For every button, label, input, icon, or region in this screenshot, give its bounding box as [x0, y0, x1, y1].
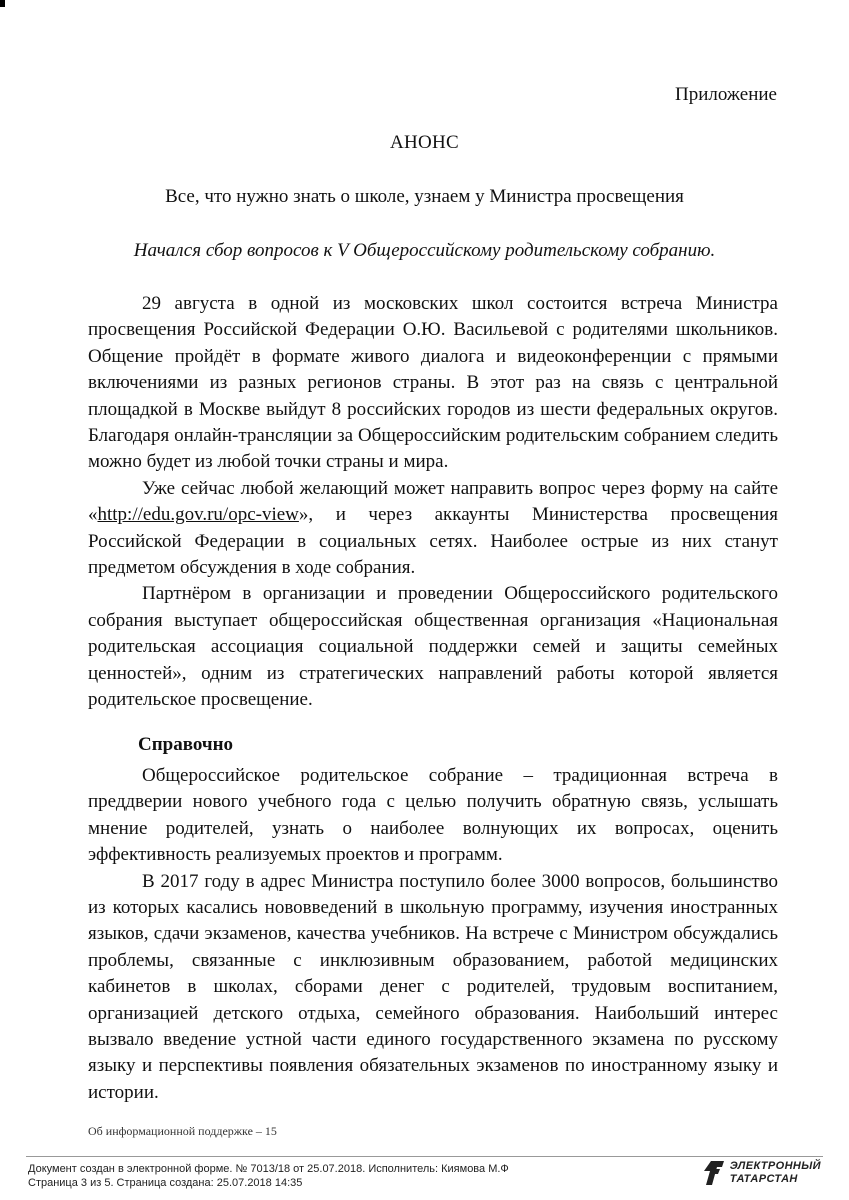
reference-body [88, 763, 778, 1106]
electronic-tatarstan-logo [703, 1160, 821, 1186]
paragraph-questions [88, 476, 778, 582]
logo-line-1: ЭЛЕКТРОННЫЙ [729, 1160, 821, 1172]
paragraph-reference-about: Общероссийское родительское собрание – традиционная встреча в преддверии нового учебного года с целью получить обратную связь, услышать мнение родителей, узнать о наиболее волнующих их вопросах, оценить эффективность реализуемых проектов и программ. [88, 765, 778, 866]
footer-document-info: Документ создан в электронной форме. № 7013/18 от 25.07.2018. Исполнитель: Киямова М.Ф [28, 1163, 509, 1175]
appendix-label: Приложение [675, 84, 777, 105]
document-footer [28, 1162, 509, 1190]
page-subtitle: Все, что нужно знать о школе, узнаем у Министра просвещения [165, 186, 684, 207]
reference-heading: Справочно [138, 734, 234, 755]
announcement-body [88, 291, 778, 714]
logo-emblem-icon [703, 1160, 725, 1186]
paragraph-questions-text-end: », и через аккаунты Министерства просвещения Российской Федерации в социальных сетях. Наиболее острые из них станут предметом обсуждения в ходе собрания. [88, 504, 778, 579]
paragraph-questions-text-start: Уже сейчас любой желающий может направить вопрос через форму на сайте « [88, 477, 778, 526]
logo-wordmark [730, 1160, 821, 1186]
logo-line-2: ТАТАРСТАН [729, 1173, 798, 1185]
lead-sentence: Начался сбор вопросов к V Общероссийскому родительскому собранию. [133, 240, 716, 261]
footer-divider [26, 1156, 823, 1157]
paragraph-meeting: 29 августа в одной из московских школ состоится встреча Министра просвещения Российской Федерации О.Ю. Васильевой с родителями школьников. Общение пройдёт в формате живого диалога и видеоконференции с прямыми включениями из разных регионов страны. В этот раз на связь с центральной площадкой в Москве выйдут 8 российских городов из шести федеральных округов. Благодаря онлайн-трансляции за Общероссийским родительским собранием следить можно будет из любой точки страны и мира. [88, 293, 778, 473]
paragraph-partner: Партнёром в организации и проведении Общероссийского родительского собрания выступает общероссийская общественная организация «Национальная родительская ассоциация социальной поддержки семей и защиты семейных ценностей», одним из стратегических направлений работы которой является родительское просвещение. [88, 583, 778, 711]
opc-view-link[interactable]: http://edu.gov.ru/opc-view [97, 504, 299, 526]
footnote: Об информационной поддержке – 15 [88, 1124, 277, 1138]
page-title: АНОНС [389, 132, 460, 153]
scan-corner-mark [0, 0, 5, 7]
footer-page-info: Страница 3 из 5. Страница создана: 25.07.2018 14:35 [28, 1177, 303, 1189]
paragraph-reference-2017: В 2017 году в адрес Министра поступило более 3000 вопросов, большинство из которых касались нововведений в школьную программу, изучения иностранных языков, сдачи экзаменов, качества учебников. На встрече с Министром обсуждались проблемы, связанные с инклюзивным образованием, работой медицинских кабинетов в школах, сборами денег с родителей, трудовым воспитанием, организацией детского отдыха, семейного образования. Наибольший интерес вызвало введение устной части единого государственного экзамена по русскому языку и перспективы появления обязательных экзаменов по иностранному языку и истории. [88, 870, 778, 1103]
